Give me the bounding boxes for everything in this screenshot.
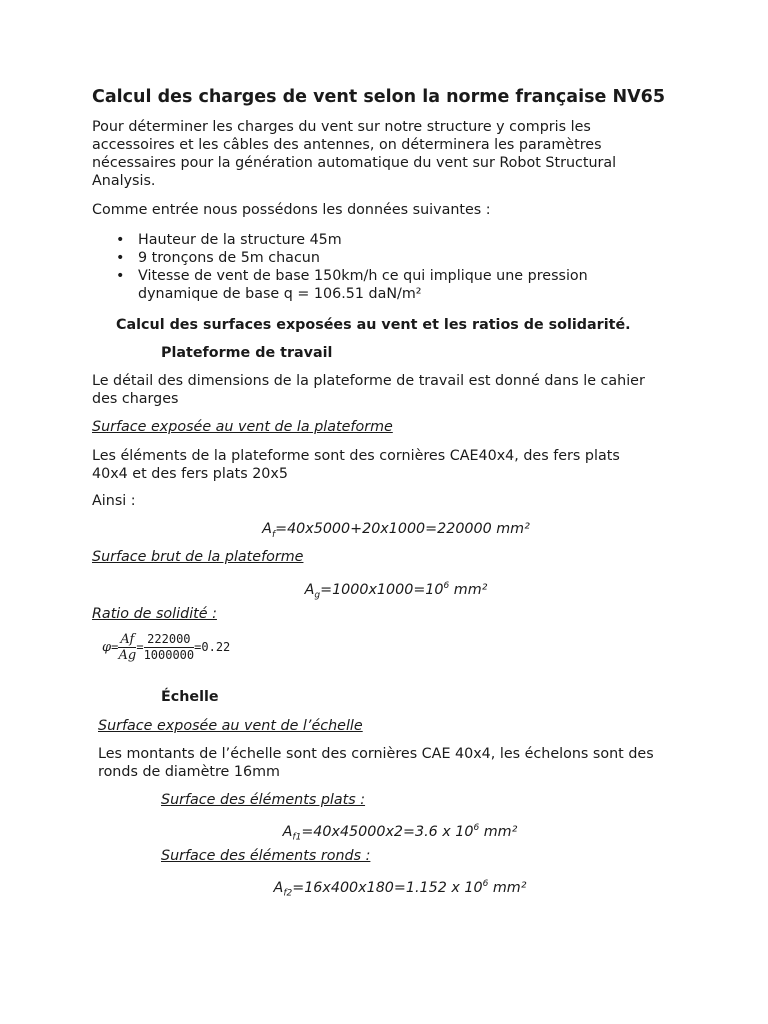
- platform-detail-line: des charges: [92, 391, 179, 407]
- ratio-result: =0.22: [194, 640, 231, 654]
- section-heading: Calcul des surfaces exposées au vent et les ratios de solidarité.: [116, 317, 631, 333]
- input-list: [92, 231, 588, 303]
- af1-exponent: 6: [473, 823, 480, 833]
- af1-expression: =40x45000x2=3.6 x 10: [301, 823, 474, 840]
- platform-elements-line: 40x4 et des fers plats 20x5: [92, 466, 288, 482]
- phi-symbol: φ: [102, 640, 112, 655]
- ladder-exposed-title: Surface exposée au vent de l’échelle: [98, 718, 363, 734]
- platform-exposed-title: Surface exposée au vent de la plateforme: [92, 419, 393, 435]
- fraction-denominator: 1000000: [143, 648, 195, 662]
- list-item: [92, 267, 588, 303]
- fraction-denominator: Ag: [118, 648, 137, 663]
- list-item: • 9 tronçons de 5m chacun: [92, 249, 588, 267]
- ladder-description-line: Les montants de l’échelle sont des cornières CAE 40x4, les échelons sont des: [98, 746, 654, 762]
- fraction-af-ag: [118, 632, 136, 663]
- list-item-line: dynamique de base q = 106.51 daN/m²: [138, 286, 422, 302]
- af2-symbol: A: [273, 879, 284, 896]
- ag-expression: =1000x1000=10: [320, 581, 444, 598]
- intro-paragraph: [92, 118, 616, 190]
- af1-unit: mm²: [479, 823, 518, 840]
- fraction-values: [144, 632, 195, 663]
- af2-unit: mm²: [488, 879, 527, 896]
- intro-line: nécessaires pour la génération automatique du vent sur Robot Structural: [92, 155, 617, 171]
- ag-formula: [0, 577, 768, 605]
- intro-line: Pour déterminer les charges du vent sur notre structure y compris les: [92, 119, 591, 135]
- af1-subscript: f1: [292, 832, 302, 843]
- ag-unit: mm²: [449, 581, 488, 598]
- platform-elements: [92, 447, 620, 483]
- ratio-title: Ratio de solidité :: [92, 606, 217, 622]
- fraction-numerator: 222000: [144, 632, 195, 648]
- list-item: • Hauteur de la structure 45m: [92, 231, 588, 249]
- ag-symbol: A: [304, 581, 315, 598]
- equals-sign: =: [111, 640, 119, 654]
- af2-expression: =16x400x180=1.152 x 10: [292, 879, 483, 896]
- af1-formula: [0, 819, 768, 847]
- gross-surface-title: Surface brut de la plateforme: [92, 549, 304, 565]
- input-heading: Comme entrée nous possédons les données suivantes :: [92, 202, 491, 218]
- af1-symbol: A: [282, 823, 293, 840]
- af-symbol: A: [262, 521, 272, 537]
- af-expression: =40x5000+20x1000=220000 mm²: [275, 521, 530, 537]
- ladder-description: [98, 745, 654, 781]
- page-title: Calcul des charges de vent selon la norme française NV65: [92, 87, 666, 107]
- ag-exponent: 6: [443, 581, 450, 591]
- round-elements-title: Surface des éléments ronds :: [161, 848, 371, 864]
- platform-heading: Plateforme de travail: [161, 345, 333, 361]
- ladder-heading: Échelle: [161, 689, 219, 705]
- equals-sign: =: [136, 640, 144, 654]
- platform-detail-line: Le détail des dimensions de la plateforme de travail est donné dans le cahier: [92, 373, 645, 389]
- flat-elements-title: Surface des éléments plats :: [161, 792, 366, 808]
- af2-subscript: f2: [283, 888, 293, 899]
- ratio-formula: [102, 632, 230, 663]
- list-item-line: Vitesse de vent de base 150km/h ce qui implique une pression: [138, 268, 588, 284]
- platform-detail: [92, 372, 645, 408]
- af2-exponent: 6: [482, 879, 489, 889]
- af2-formula: [0, 875, 768, 903]
- af-formula: [0, 520, 768, 544]
- ag-subscript: g: [314, 590, 321, 601]
- fraction-numerator: Af: [120, 632, 135, 647]
- af-subscript: f: [271, 529, 276, 540]
- platform-elements-line: Les éléments de la plateforme sont des cornières CAE40x4, des fers plats: [92, 448, 620, 464]
- ladder-description-line: ronds de diamètre 16mm: [98, 764, 280, 780]
- intro-line: accessoires et les câbles des antennes, on déterminera les paramètres: [92, 137, 602, 153]
- intro-line: Analysis.: [92, 173, 156, 189]
- ainsi-text: Ainsi :: [92, 493, 136, 509]
